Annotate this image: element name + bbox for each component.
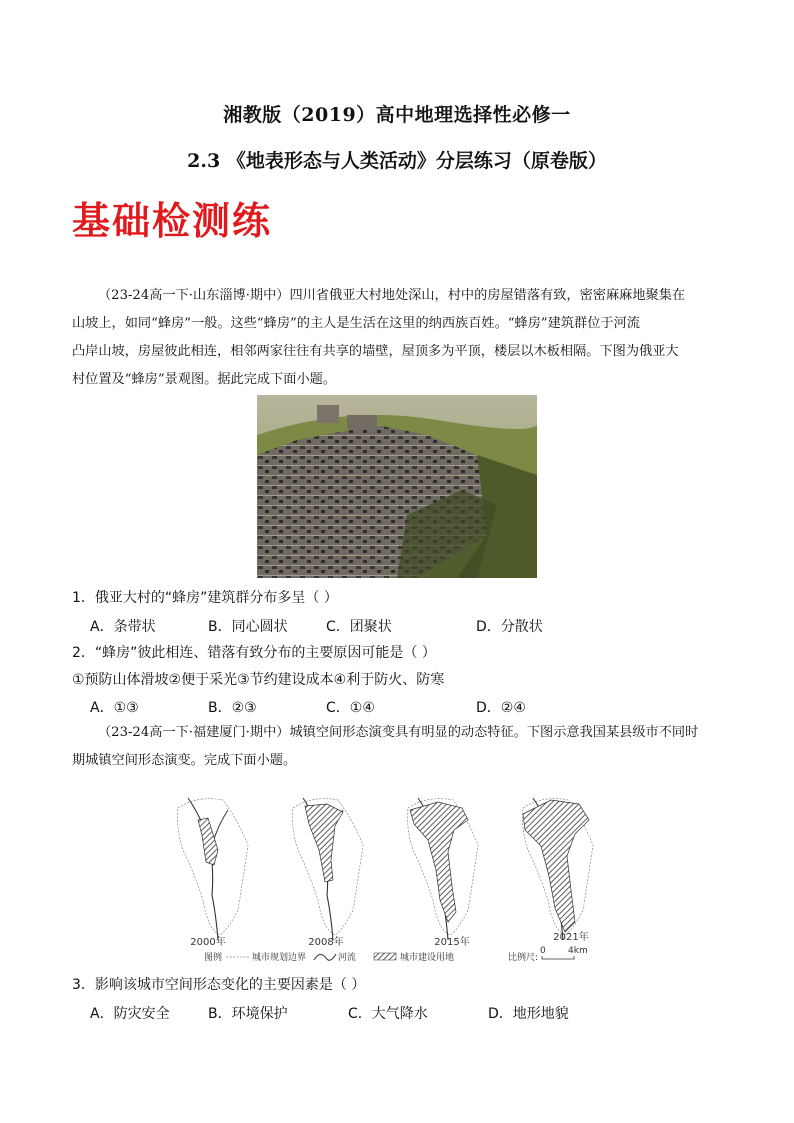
scale-label: 比例尺: bbox=[508, 953, 539, 963]
map-2021 bbox=[523, 798, 593, 940]
map-2015 bbox=[408, 798, 478, 940]
legend-boundary: 城市规划边界 bbox=[252, 953, 307, 963]
option-c[interactable]: C．团聚状 bbox=[326, 619, 392, 635]
map-legend bbox=[204, 946, 588, 963]
map-year-label: 2008年 bbox=[308, 937, 344, 948]
map-year-label: 2021年 bbox=[553, 932, 589, 943]
option-d[interactable]: D．②④ bbox=[476, 700, 526, 716]
map-2000 bbox=[178, 798, 248, 940]
city-form-maps bbox=[168, 790, 633, 968]
passage-1 bbox=[72, 282, 722, 394]
legend-river: 河流 bbox=[338, 953, 357, 963]
legend-river-line bbox=[314, 954, 336, 960]
option-c[interactable]: C．大气降水 bbox=[348, 1006, 428, 1022]
question-3-options bbox=[90, 1003, 730, 1023]
scale-zero: 0 bbox=[540, 946, 546, 956]
section-heading: 基础检测练 bbox=[72, 198, 273, 243]
option-a[interactable]: A．①③ bbox=[90, 700, 139, 716]
option-b[interactable]: B．环境保护 bbox=[208, 1006, 288, 1022]
option-b[interactable]: B．②③ bbox=[208, 700, 257, 716]
option-d[interactable]: D．分散状 bbox=[476, 619, 543, 635]
option-c[interactable]: C．①④ bbox=[326, 700, 375, 716]
map-year-label: 2015年 bbox=[434, 937, 470, 948]
passage-line: 山坡上，如同“蜂房”一般。这些“蜂房”的主人是生活在这里的纳西族百姓。“蜂房”建筑群位于河流 bbox=[72, 316, 640, 331]
map-2008 bbox=[293, 798, 363, 940]
question-2-statements: ①预防山体滑坡②便于采光③节约建设成本④利于防火、防寒 bbox=[72, 672, 445, 688]
city-form-maps-drawing bbox=[168, 790, 633, 968]
passage-2 bbox=[72, 719, 722, 775]
scale-bar bbox=[542, 956, 574, 959]
option-b[interactable]: B．同心圆状 bbox=[208, 619, 288, 635]
passage-line: （23-24高一下·山东淄博·期中）四川省俄亚大村地处深山，村中的房屋错落有致，密密麻麻地聚集在 bbox=[98, 288, 686, 303]
passage-line: 村位置及“蜂房”景观图。据此完成下面小题。 bbox=[72, 372, 337, 387]
village-photo bbox=[257, 395, 537, 578]
question-1-options bbox=[90, 616, 730, 636]
legend-built: 城市建设用地 bbox=[400, 953, 455, 963]
question-3-stem: 3．影响该城市空间形态变化的主要因素是（ ） bbox=[72, 977, 366, 993]
document-subtitle: 2.3 《地表形态与人类活动》分层练习（原卷版） bbox=[187, 150, 607, 172]
question-2-options bbox=[90, 697, 730, 717]
option-a[interactable]: A．防灾安全 bbox=[90, 1006, 170, 1022]
option-a[interactable]: A．条带状 bbox=[90, 619, 156, 635]
question-1-stem: 1．俄亚大村的“蜂房”建筑群分布多呈（ ） bbox=[72, 590, 338, 606]
map-year-label: 2000年 bbox=[190, 937, 226, 948]
passage-line: 凸岸山坡，房屋彼此相连，相邻两家往往有共享的墙壁，屋顶多为平顶，楼层以木板相隔。下图为俄亚大 bbox=[72, 344, 679, 359]
legend-built-swatch bbox=[374, 953, 396, 960]
document-title: 湘教版（2019）高中地理选择性必修一 bbox=[223, 104, 571, 126]
question-2-stem: 2．“蜂房”彼此相连、错落有致分布的主要原因可能是（ ） bbox=[72, 645, 436, 661]
option-d[interactable]: D．地形地貌 bbox=[488, 1006, 569, 1022]
passage-line: 期城镇空间形态演变。完成下面小题。 bbox=[72, 753, 297, 768]
village-photo-drawing bbox=[257, 395, 537, 578]
passage-line: （23-24高一下·福建厦门·期中）城镇空间形态演变具有明显的动态特征。下图示意我国某县级市不同时 bbox=[98, 725, 699, 740]
scale-km: 4km bbox=[568, 946, 588, 956]
legend-title: 图例 bbox=[204, 953, 223, 963]
